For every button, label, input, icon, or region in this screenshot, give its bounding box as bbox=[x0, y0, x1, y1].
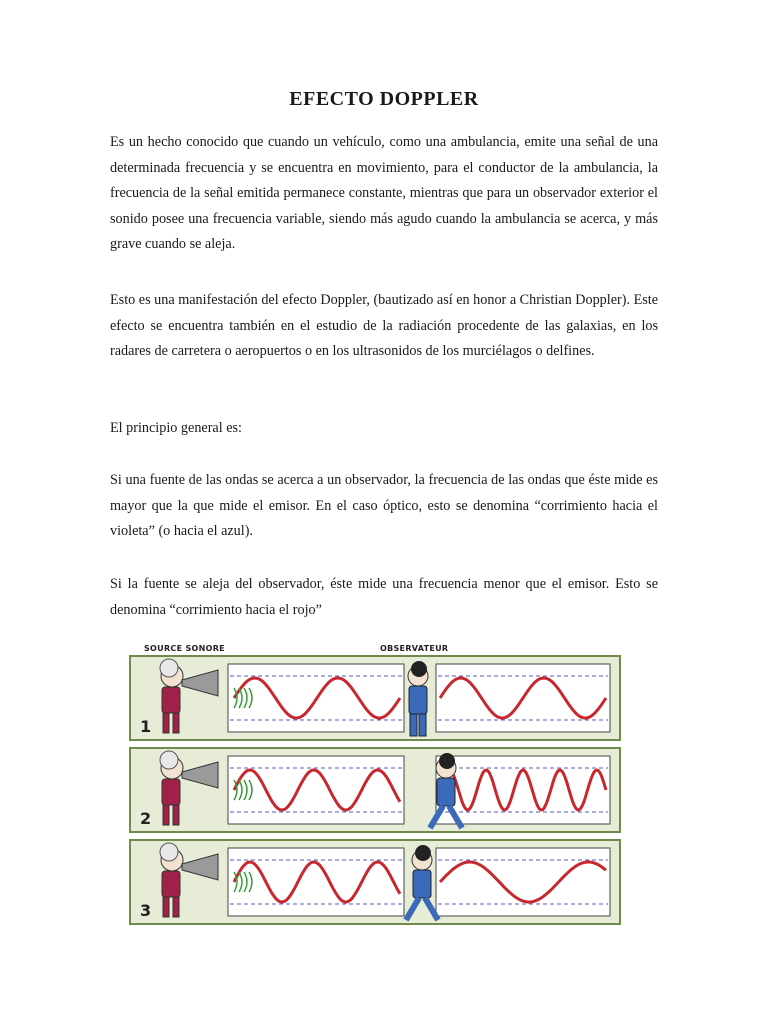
panel-3-source-hair bbox=[160, 843, 178, 861]
paragraph-intro: Es un hecho conocido que cuando un vehículo, como una ambulancia, emite una señal de una determinada frecuencia y se encuentra en movimiento, para el conductor de la ambulancia, la frecuencia de la señal emitida permanece constante, mientras que para un observador exterior el sonido posee una frecuencia variable, siendo más agudo cuando la ambulancia se acerca, y más grave cuando se aleja. bbox=[110, 134, 658, 253]
panel-3-observer-hair bbox=[415, 845, 431, 861]
panel-3-source-leg-left bbox=[163, 897, 169, 917]
panel-2-emitted-box bbox=[228, 756, 404, 824]
panel-1-source-leg-right bbox=[173, 713, 179, 733]
panel-3-observer-body bbox=[413, 870, 431, 898]
source-label: SOURCE SONORE bbox=[144, 644, 225, 653]
panel-2-source-leg-right bbox=[173, 805, 179, 825]
doppler-panels-svg bbox=[110, 632, 630, 942]
panel-1-source-leg-left bbox=[163, 713, 169, 733]
panel-1-number: 1 bbox=[140, 717, 152, 736]
panel-2-observer-hair bbox=[439, 753, 455, 769]
panel-2-received-box bbox=[436, 756, 610, 824]
panel-1-observer-leg-left bbox=[410, 714, 417, 736]
panel-2-source-body bbox=[162, 779, 180, 805]
panel-1-source-body bbox=[162, 687, 180, 713]
paragraph-blueshift: Si una fuente de las ondas se acerca a un observador, la frecuencia de las ondas que éste mide es mayor que la que mide el emisor. En el caso óptico, esto se denomina “corrimiento hacia el violeta” (o hacia el azul). bbox=[110, 472, 658, 540]
panel-2-number: 2 bbox=[140, 809, 152, 828]
panel-1-observer-body bbox=[409, 686, 427, 714]
panel-1-source-hair bbox=[160, 659, 178, 677]
document-title: EFECTO DOPPLER bbox=[289, 88, 479, 110]
doppler-illustration bbox=[110, 632, 630, 942]
panel-3-number: 3 bbox=[140, 901, 152, 920]
panel-3-source-leg-right bbox=[173, 897, 179, 917]
paragraph-redshift: Si la fuente se aleja del observador, éste mide una frecuencia menor que el emisor. Esto se denomina “corrimiento hacia el rojo” bbox=[110, 576, 658, 618]
panel-1-observer-hair bbox=[411, 661, 427, 677]
panel-3-emitted-box bbox=[228, 848, 404, 916]
paragraph-general-principle: El principio general es: bbox=[110, 420, 242, 436]
paragraph-doppler-manifestation: Esto es una manifestación del efecto Doppler, (bautizado así en honor a Christian Doppler). Este efecto se encuentra también en el estudio de la radiación procedente de las galaxias, en los radares de carretera o aeropuertos o en los ultrasonidos de los murciélagos o delfines. bbox=[110, 292, 658, 360]
panel-2-source-leg-left bbox=[163, 805, 169, 825]
panel-3-source-body bbox=[162, 871, 180, 897]
panel-1-observer-leg-right bbox=[419, 714, 426, 736]
panel-3-received-box bbox=[436, 848, 610, 916]
panel-2-observer-body bbox=[437, 778, 455, 806]
observer-label: OBSERVATEUR bbox=[380, 644, 449, 653]
panel-2-source-hair bbox=[160, 751, 178, 769]
